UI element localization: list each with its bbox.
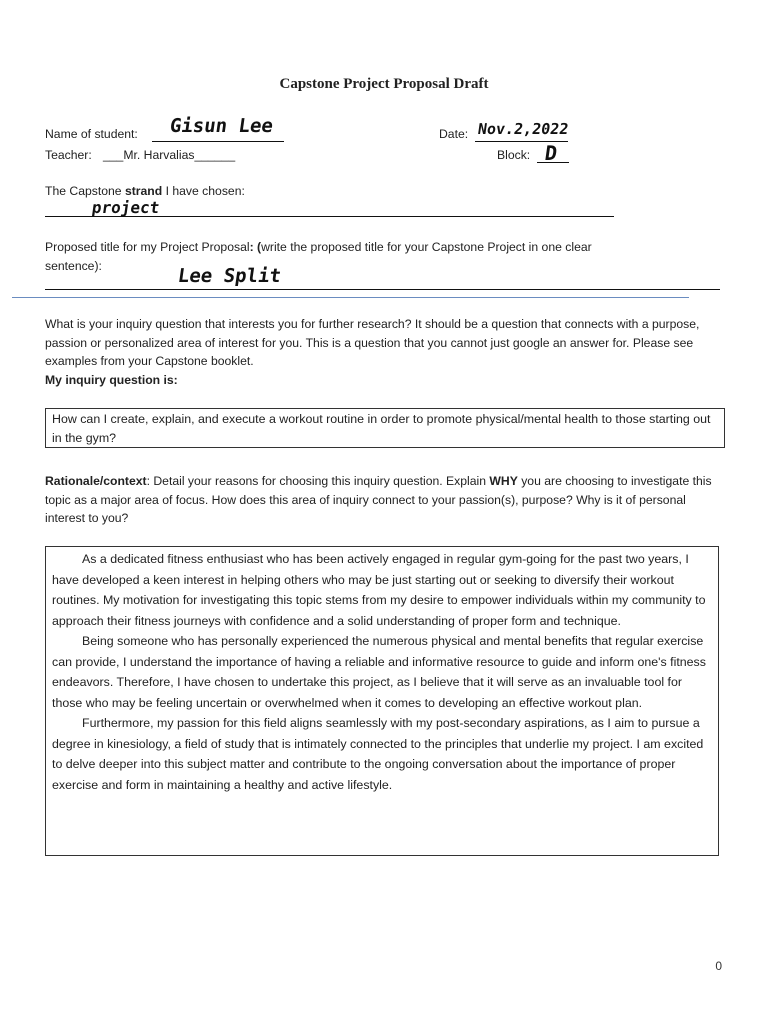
proposal-title-prompt xyxy=(45,240,592,254)
strand-suffix: I have chosen: xyxy=(162,184,245,198)
rationale-paragraph-2: Being someone who has personally experienced the numerous physical and mental benefits that regular exercise can provide, I understand the importance of having a reliable and informative resource to guide and inform one's fitness endeavors. Therefore, I have chosen to undertake this project, as I believe that it will serve as an invaluable tool for those who may be feeling uncertain or overwhelmed when it comes to developing an effective workout plan. xyxy=(52,634,706,710)
page-title: Capstone Project Proposal Draft xyxy=(279,76,489,92)
inquiry-label: My inquiry question is: xyxy=(45,373,178,387)
strand-bold: strand xyxy=(124,184,163,198)
proposal-title-prefix: Proposed title for my Project Proposal xyxy=(45,240,250,254)
rationale-text-a: : Detail your reasons for choosing this inquiry question. Explain xyxy=(146,474,490,488)
rationale-label: Rationale/context xyxy=(45,474,147,488)
rationale-text-b: you are choosing to investigate this topic as a major area of focus. How does this area of inquiry connect to your passion(s), purpose? Why is it of personal interest to you? xyxy=(45,474,712,526)
proposal-title-suffix: write the proposed title for your Capstone Project in one clear xyxy=(261,240,592,254)
strand-prefix: The Capstone xyxy=(45,184,125,198)
date-handwritten: Nov.2,2022 xyxy=(476,120,570,138)
proposal-title-bold: : ( xyxy=(249,240,262,254)
block-handwritten: D xyxy=(543,141,559,165)
rationale-instructions xyxy=(45,472,725,528)
teacher-value: ___Mr. Harvalias______ xyxy=(103,148,236,162)
proposal-title-underline xyxy=(45,289,720,290)
proposal-title-handwritten: Lee Split xyxy=(176,265,283,287)
name-label: Name of student: xyxy=(45,127,138,141)
blue-divider xyxy=(12,297,689,298)
teacher-label: Teacher: xyxy=(45,148,92,162)
page-number: 0 xyxy=(715,959,722,973)
proposal-title-prompt-line2: sentence): xyxy=(45,259,102,273)
date-label: Date: xyxy=(439,127,469,141)
rationale-paragraph-3: Furthermore, my passion for this field aligns seamlessly with my post-secondary aspirations, as I aim to pursue a degree in kinesiology, a field of study that is intimately connected to the principles that underlie my project. I am excited to delve deeper into this subject matter and contribute to the ongoing conversation about the importance of proper exercise and form in maintaining a healthy and active lifestyle. xyxy=(52,716,704,792)
rationale-answer-box xyxy=(45,546,719,856)
student-name-handwritten: Gisun Lee xyxy=(168,115,275,137)
block-label: Block: xyxy=(497,148,531,162)
inquiry-answer-box: How can I create, explain, and execute a workout routine in order to promote physical/mental health to those starting out in the gym? xyxy=(45,408,725,448)
name-underline xyxy=(152,141,284,142)
strand-handwritten: project xyxy=(90,198,161,217)
strand-prompt xyxy=(45,184,245,198)
rationale-why: WHY xyxy=(489,474,518,488)
inquiry-instructions: What is your inquiry question that interests you for further research? It should be a question that connects with a purpose, passion or personalized area of interest for you. This is a question that you cannot just google an answer for. Please see examples from your Capstone booklet. xyxy=(45,317,700,369)
rationale-paragraph-1: As a dedicated fitness enthusiast who has been actively engaged in regular gym-going for the past two years, I have developed a keen interest in helping others who may be just starting out or seeking to diversify their workout routines. My motivation for investigating this topic stems from my desire to empower individuals within my community to approach their fitness journeys with confidence and a solid understanding of proper form and technique. xyxy=(52,552,706,628)
